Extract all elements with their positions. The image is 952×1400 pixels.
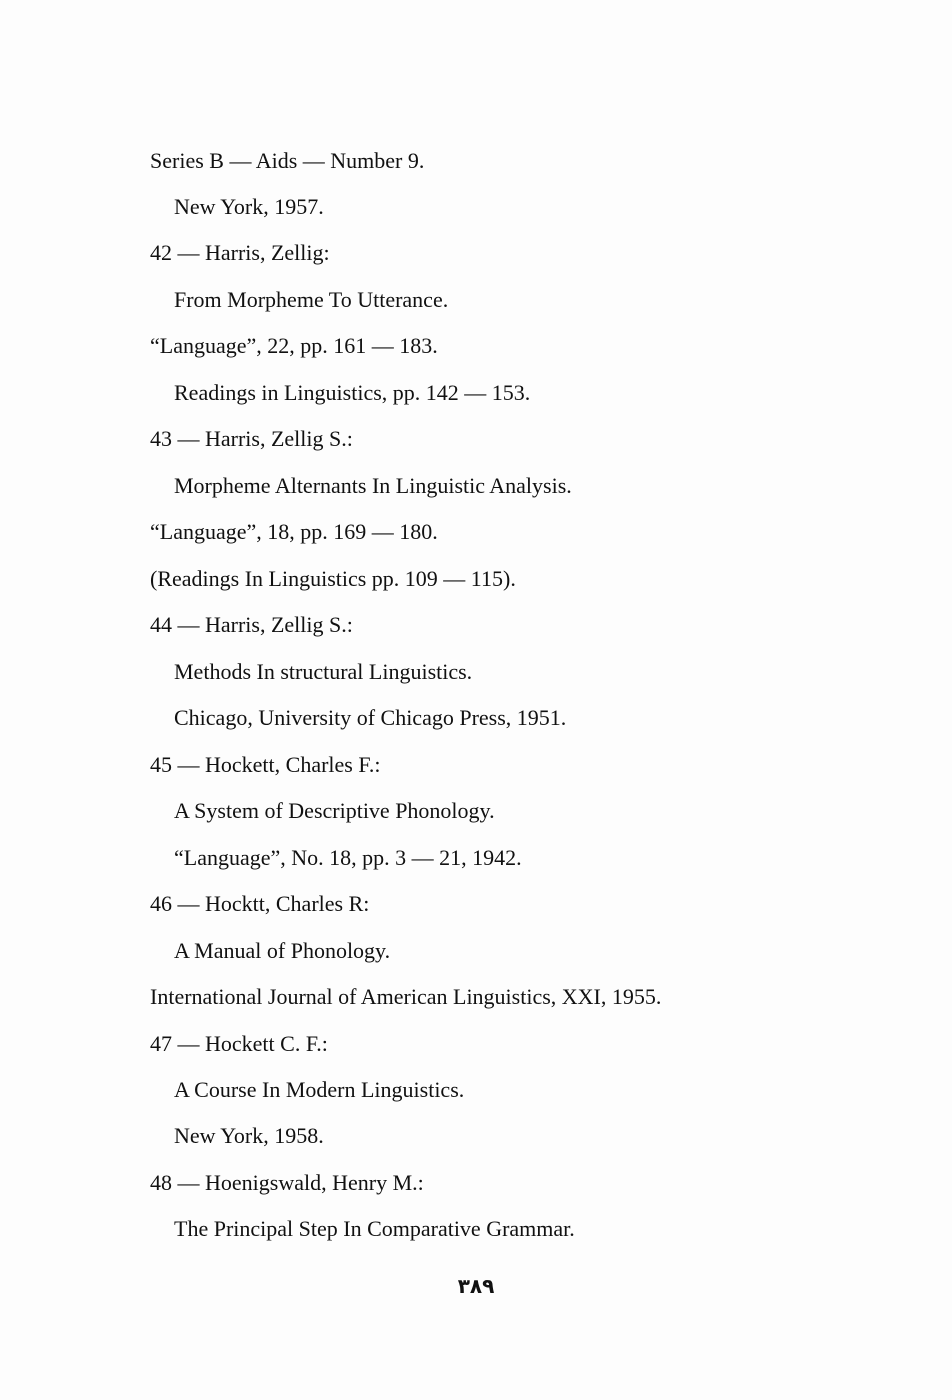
bib-entry-43-title: Morpheme Alternants In Linguistic Analysis. (174, 473, 572, 498)
bib-entry-44-publisher: Chicago, University of Chicago Press, 1951. (174, 705, 567, 730)
bib-entry-45-title: A System of Descriptive Phonology. (174, 798, 495, 823)
bib-entry-47-publisher: New York, 1958. (174, 1123, 324, 1148)
bib-entry-46-title: A Manual of Phonology. (174, 938, 391, 963)
bib-entry-44-author: 44 — Harris, Zellig S.: (150, 612, 353, 637)
bib-entry-42-title: From Morpheme To Utterance. (174, 287, 449, 312)
bib-entry-42-reprint: Readings in Linguistics, pp. 142 — 153. (174, 380, 531, 405)
bib-entry-43-author: 43 — Harris, Zellig S.: (150, 426, 353, 451)
bib-line-1: Series B — Aids — Number 9. (150, 148, 425, 173)
bib-entry-42-source: “Language”, 22, pp. 161 — 183. (150, 333, 438, 358)
bib-entry-47-author: 47 — Hockett C. F.: (150, 1031, 328, 1056)
bib-entry-43-source: “Language”, 18, pp. 169 — 180. (150, 519, 438, 544)
bib-entry-43-reprint: (Readings In Linguistics pp. 109 — 115). (150, 566, 516, 591)
bib-entry-48-title: The Principal Step In Comparative Grammar. (174, 1216, 575, 1241)
bib-entry-48-author: 48 — Hoenigswald, Henry M.: (150, 1170, 424, 1195)
bib-entry-46-author: 46 — Hocktt, Charles R: (150, 891, 370, 916)
bib-line-2: New York, 1957. (174, 194, 324, 219)
bib-entry-46-source: International Journal of American Linguistics, XXI, 1955. (150, 984, 662, 1009)
bib-entry-47-title: A Course In Modern Linguistics. (174, 1077, 465, 1102)
bib-entry-45-author: 45 — Hockett, Charles F.: (150, 752, 381, 777)
bib-entry-45-source: “Language”, No. 18, pp. 3 — 21, 1942. (174, 845, 522, 870)
page-number: ۳۸۹ (457, 1274, 495, 1298)
bib-entry-44-title: Methods In structural Linguistics. (174, 659, 473, 684)
bib-entry-42-author: 42 — Harris, Zellig: (150, 240, 330, 265)
